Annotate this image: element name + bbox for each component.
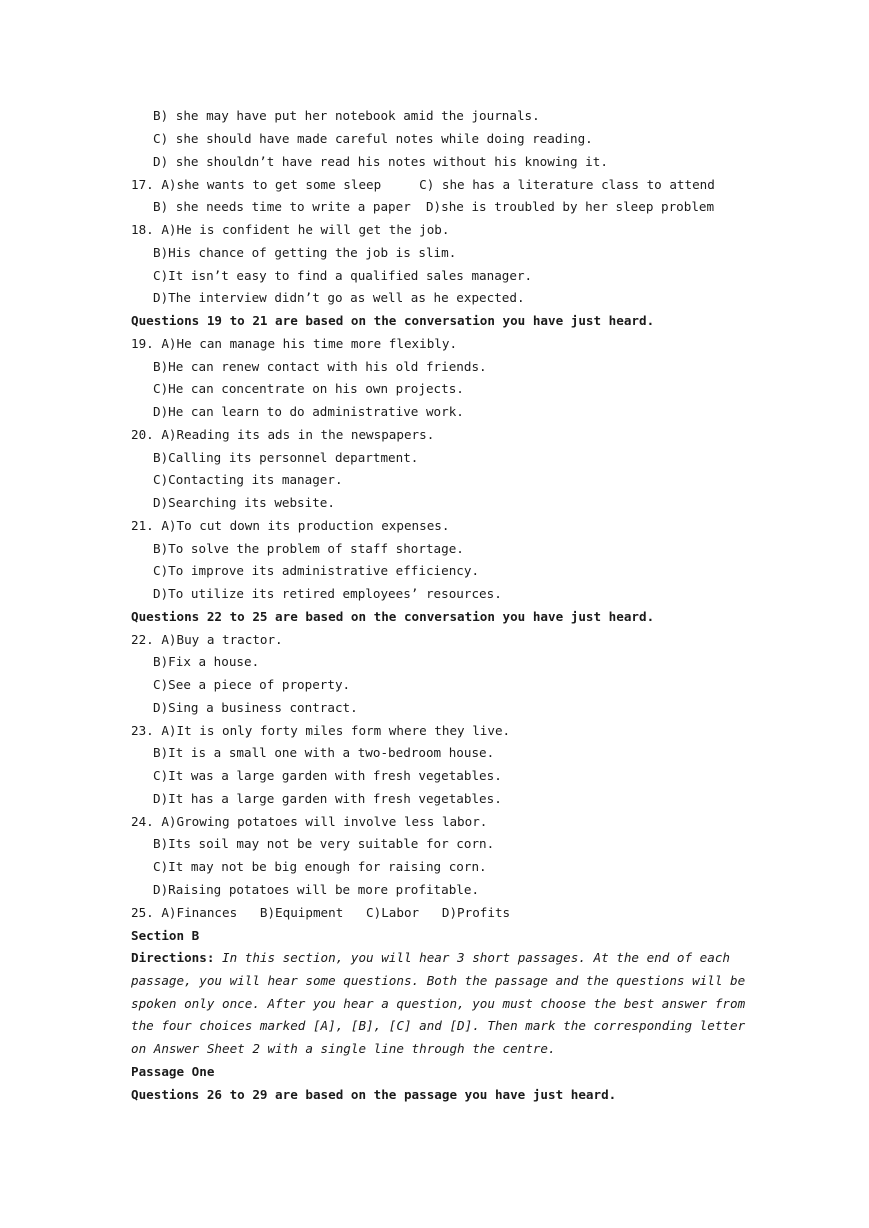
heading-questions-19-21: Questions 19 to 21 are based on the conversation you have just heard. — [131, 313, 655, 328]
directions-line-5: on Answer Sheet 2 with a single line through the centre. — [131, 1041, 556, 1056]
directions-line-2: passage, you will hear some questions. Both the passage and the questions will be — [131, 973, 746, 988]
q20-option-c: C)Contacting its manager. — [153, 472, 343, 487]
q17-line-2: B) she needs time to write a paper D)she is troubled by her sleep problem — [153, 199, 715, 214]
q24-option-b: B)Its soil may not be very suitable for corn. — [153, 836, 495, 851]
q17-line-1: 17. A)she wants to get some sleep C) she has a literature class to attend — [131, 177, 715, 192]
q22-option-a: 22. A)Buy a tractor. — [131, 632, 283, 647]
q21-option-c: C)To improve its administrative efficiency. — [153, 563, 480, 578]
q21-option-b: B)To solve the problem of staff shortage. — [153, 541, 464, 556]
directions-text-1: In this section, you will hear 3 short passages. At the end of each — [214, 950, 730, 965]
q23-option-c: C)It was a large garden with fresh vegetables. — [153, 768, 502, 783]
q19-option-b: B)He can renew contact with his old friends. — [153, 359, 487, 374]
section-b-heading: Section B — [131, 928, 200, 943]
q16-option-d: D) she shouldn’t have read his notes without his knowing it. — [153, 154, 608, 169]
passage-one-heading: Passage One — [131, 1064, 215, 1079]
q24-option-d: D)Raising potatoes will be more profitable. — [153, 882, 480, 897]
q20-option-b: B)Calling its personnel department. — [153, 450, 419, 465]
q20-option-a: 20. A)Reading its ads in the newspapers. — [131, 427, 435, 442]
heading-questions-22-25: Questions 22 to 25 are based on the conversation you have just heard. — [131, 609, 655, 624]
q16-option-c: C) she should have made careful notes while doing reading. — [153, 131, 593, 146]
q23-option-a: 23. A)It is only forty miles form where they live. — [131, 723, 511, 738]
directions-label: Directions: — [131, 950, 215, 965]
q19-option-d: D)He can learn to do administrative work. — [153, 404, 464, 419]
q21-option-a: 21. A)To cut down its production expenses. — [131, 518, 450, 533]
q16-option-b: B) she may have put her notebook amid the journals. — [153, 108, 540, 123]
q23-option-b: B)It is a small one with a two-bedroom house. — [153, 745, 495, 760]
q18-option-a: 18. A)He is confident he will get the job. — [131, 222, 450, 237]
directions-line-4: the four choices marked [A], [B], [C] and [D]. Then mark the corresponding letter — [131, 1018, 746, 1033]
q22-option-b: B)Fix a house. — [153, 654, 260, 669]
directions-line-1 — [131, 950, 730, 966]
q18-option-c: C)It isn’t easy to find a qualified sales manager. — [153, 268, 533, 283]
q19-option-a: 19. A)He can manage his time more flexibly. — [131, 336, 458, 351]
q20-option-d: D)Searching its website. — [153, 495, 335, 510]
q24-option-a: 24. A)Growing potatoes will involve less labor. — [131, 814, 488, 829]
q25-options: 25. A)Finances B)Equipment C)Labor D)Profits — [131, 905, 511, 920]
directions-line-3: spoken only once. After you hear a question, you must choose the best answer from — [131, 996, 746, 1011]
q18-option-d: D)The interview didn’t go as well as he expected. — [153, 290, 525, 305]
q18-option-b: B)His chance of getting the job is slim. — [153, 245, 457, 260]
q24-option-c: C)It may not be big enough for raising corn. — [153, 859, 487, 874]
q22-option-d: D)Sing a business contract. — [153, 700, 358, 715]
heading-questions-26-29: Questions 26 to 29 are based on the passage you have just heard. — [131, 1087, 617, 1102]
q23-option-d: D)It has a large garden with fresh vegetables. — [153, 791, 502, 806]
q22-option-c: C)See a piece of property. — [153, 677, 351, 692]
q21-option-d: D)To utilize its retired employees’ resources. — [153, 586, 502, 601]
q19-option-c: C)He can concentrate on his own projects. — [153, 381, 464, 396]
